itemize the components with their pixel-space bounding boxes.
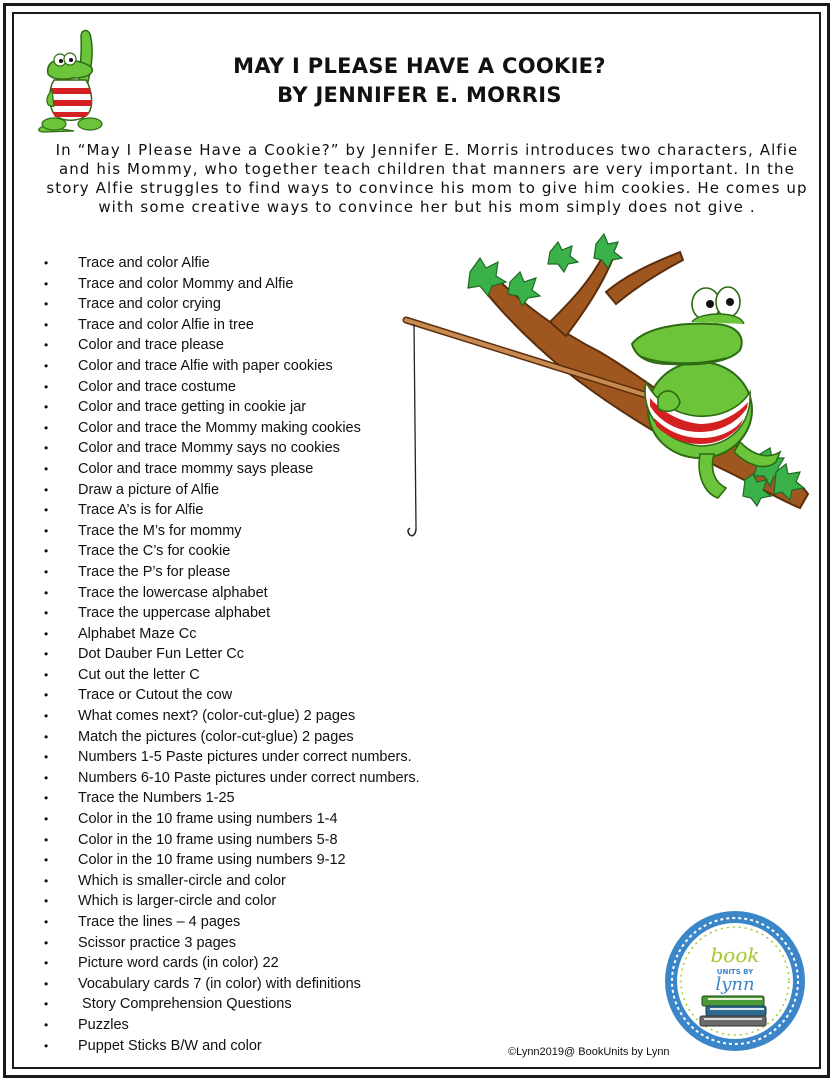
books-stack-icon bbox=[700, 996, 766, 1026]
bullet-icon: • bbox=[44, 729, 49, 744]
list-item-text: What comes next? (color-cut-glue) 2 pages bbox=[78, 708, 356, 725]
bullet-icon: • bbox=[44, 667, 49, 682]
list-item-text: Scissor practice 3 pages bbox=[78, 934, 236, 951]
list-item-text: Story Comprehension Questions bbox=[78, 996, 292, 1013]
badge-text-lynn: lynn bbox=[715, 974, 755, 995]
bullet-icon: • bbox=[44, 544, 49, 559]
bullet-icon: • bbox=[44, 750, 49, 765]
list-item-text: Color in the 10 frame using numbers 1-4 bbox=[78, 811, 338, 828]
bullet-icon: • bbox=[44, 400, 49, 415]
bullet-icon: • bbox=[44, 338, 49, 353]
list-item-text: Vocabulary cards 7 (in color) with definitions bbox=[78, 975, 361, 992]
alfie-small-illustration bbox=[34, 28, 114, 133]
list-item-text: Trace and color Alfie bbox=[78, 255, 210, 271]
bullet-icon: • bbox=[44, 935, 49, 950]
list-item-text: Color and trace please bbox=[78, 337, 224, 354]
list-item-text: Numbers 1-5 Paste pictures under correct numbers. bbox=[78, 749, 412, 766]
list-item-text: Color in the 10 frame using numbers 9-12 bbox=[78, 852, 346, 869]
bullet-icon: • bbox=[44, 461, 49, 476]
bullet-icon: • bbox=[44, 873, 49, 888]
intro-paragraph: In “May I Please Have a Cookie?” by Jennifer E. Morris introduces two characters, Alfie and his Mommy, who together teach children that manners are very important. In the story Alfie struggles to find ways to convince his mom to give him cookies. He comes up with some creative ways to convince her but his mom simply does not give . bbox=[46, 141, 808, 216]
bullet-icon: • bbox=[44, 1017, 49, 1032]
list-item-text: Color and trace Alfie with paper cookies bbox=[78, 357, 333, 374]
badge-text-book: book bbox=[710, 943, 760, 967]
list-item-text: Color and trace the Mommy making cookies bbox=[78, 419, 361, 436]
badge-text-units-by: UNITS BY bbox=[716, 968, 754, 976]
bullet-icon: • bbox=[44, 482, 49, 497]
alfie-in-tree-illustration bbox=[400, 232, 810, 542]
list-item-text: Trace the P’s for please bbox=[78, 563, 231, 580]
list-item-text: Trace A’s is for Alfie bbox=[78, 502, 204, 519]
bullet-icon: • bbox=[44, 894, 49, 909]
bullet-icon: • bbox=[44, 441, 49, 456]
list-item-text: Match the pictures (color-cut-glue) 2 pages bbox=[78, 728, 354, 745]
bullet-icon: • bbox=[44, 503, 49, 518]
list-item-text: Trace and color Mommy and Alfie bbox=[78, 275, 294, 292]
bullet-icon: • bbox=[44, 585, 49, 600]
bullet-icon: • bbox=[44, 626, 49, 641]
copyright-text: ©Lynn2019@ BookUnits by Lynn bbox=[508, 1046, 670, 1058]
bullet-icon: • bbox=[44, 606, 49, 621]
bullet-icon: • bbox=[44, 358, 49, 373]
bullet-icon: • bbox=[44, 791, 49, 806]
bullet-icon: • bbox=[44, 997, 49, 1012]
bullet-icon: • bbox=[44, 317, 49, 332]
bullet-icon: • bbox=[44, 976, 49, 991]
list-item-text: Color and trace getting in cookie jar bbox=[78, 399, 307, 416]
list-item-text: Cut out the letter C bbox=[78, 666, 200, 683]
bullet-icon: • bbox=[44, 256, 49, 270]
bullet-icon: • bbox=[44, 832, 49, 847]
list-item-text: Trace the lowercase alphabet bbox=[78, 584, 268, 601]
list-item-text: Color in the 10 frame using numbers 5-8 bbox=[78, 831, 338, 848]
bullet-icon: • bbox=[44, 812, 49, 827]
bullet-icon: • bbox=[44, 1038, 49, 1053]
list-item-text: Trace and color crying bbox=[78, 296, 221, 313]
list-item-text: Trace and color Alfie in tree bbox=[78, 316, 254, 333]
list-item-text: Which is larger-circle and color bbox=[78, 893, 277, 910]
bullet-icon: • bbox=[44, 420, 49, 435]
list-item-text: Which is smaller-circle and color bbox=[78, 872, 286, 889]
bullet-icon: • bbox=[44, 709, 49, 724]
list-item-text: Numbers 6-10 Paste pictures under correct numbers. bbox=[78, 769, 420, 786]
list-item-text: Alphabet Maze Cc bbox=[78, 625, 197, 642]
list-item-text: Trace or Cutout the cow bbox=[78, 687, 233, 704]
book-units-by-lynn-logo bbox=[664, 910, 806, 1052]
page-title-line1: MAY I PLEASE HAVE A COOKIE? bbox=[233, 54, 606, 78]
list-item-text: Draw a picture of Alfie bbox=[78, 481, 220, 498]
list-item-text: Trace the C’s for cookie bbox=[78, 543, 231, 560]
list-item-text: Color and trace mommy says please bbox=[78, 460, 314, 477]
bullet-icon: • bbox=[44, 770, 49, 785]
list-item-text: Color and trace costume bbox=[78, 378, 236, 395]
list-item-text: Puppet Sticks B/W and color bbox=[78, 1037, 262, 1054]
list-item-text: Trace the Numbers 1-25 bbox=[78, 790, 235, 807]
bullet-icon: • bbox=[44, 297, 49, 312]
list-item-text: Puzzles bbox=[78, 1016, 129, 1033]
bullet-icon: • bbox=[44, 647, 49, 662]
bullet-icon: • bbox=[44, 564, 49, 579]
page-title-line2: BY JENNIFER E. MORRIS bbox=[277, 83, 562, 107]
bullet-icon: • bbox=[44, 688, 49, 703]
bullet-icon: • bbox=[44, 379, 49, 394]
bullet-icon: • bbox=[44, 276, 49, 291]
list-item-text: Trace the M’s for mommy bbox=[78, 522, 242, 539]
list-item-text: Dot Dauber Fun Letter Cc bbox=[78, 646, 245, 663]
list-item-text: Trace the uppercase alphabet bbox=[78, 605, 271, 622]
bullet-icon: • bbox=[44, 956, 49, 971]
list-item-text: Trace the lines – 4 pages bbox=[78, 914, 241, 930]
list-item-text: Picture word cards (in color) 22 bbox=[78, 955, 279, 972]
bullet-icon: • bbox=[44, 915, 49, 929]
bullet-icon: • bbox=[44, 853, 49, 868]
list-item-text: Color and trace Mommy says no cookies bbox=[78, 440, 340, 457]
bullet-icon: • bbox=[44, 523, 49, 538]
